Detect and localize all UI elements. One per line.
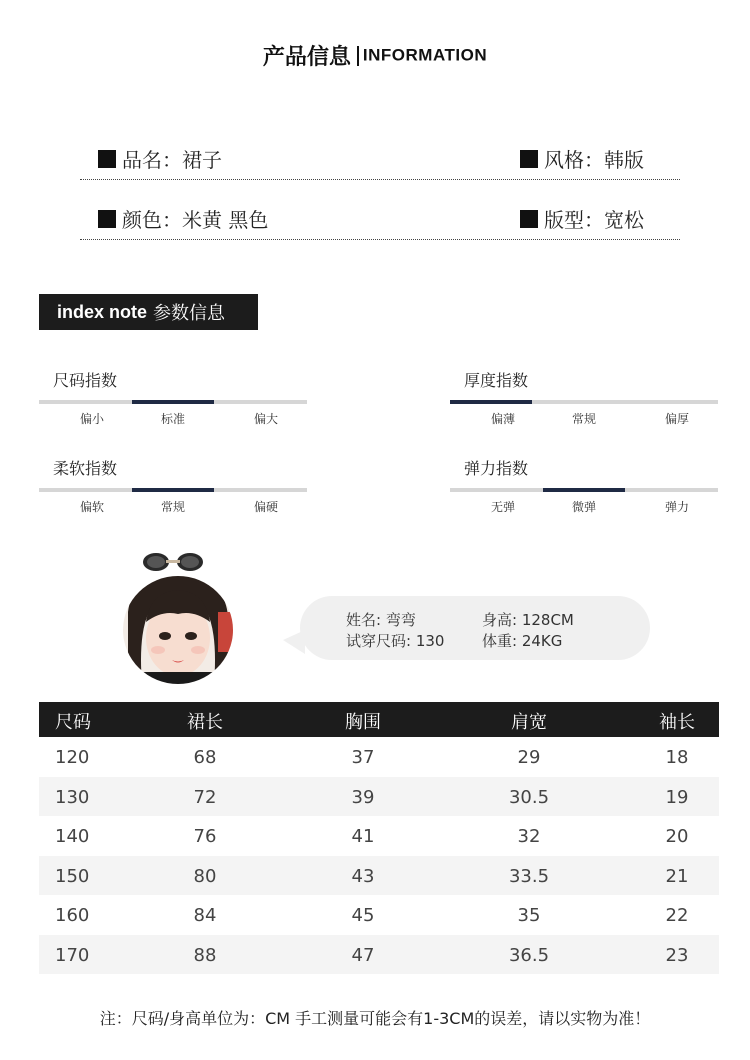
- index-segment: [450, 488, 532, 492]
- table-cell: 170: [55, 944, 90, 966]
- table-cell: 45: [351, 905, 375, 926]
- table-cell: 21: [665, 865, 689, 887]
- info-color: [98, 204, 268, 233]
- table-cell: 80: [193, 865, 217, 887]
- table-cell: 33.5: [508, 865, 550, 887]
- table-header: [39, 702, 719, 737]
- index-title: 厚度指数: [464, 371, 529, 390]
- table-row: [39, 935, 719, 975]
- info-fit: [520, 204, 644, 233]
- square-bullet-icon: [520, 210, 538, 228]
- index-option: 微弹: [571, 500, 596, 514]
- size-index: [39, 368, 307, 428]
- page-header: [0, 40, 750, 80]
- table-cell: 30.5: [508, 786, 550, 808]
- info-row-1: [80, 140, 680, 180]
- index-option: 偏软: [79, 500, 104, 514]
- index-title: 弹力指数: [464, 459, 529, 478]
- square-bullet-icon: [98, 150, 116, 168]
- table-cell: 160: [55, 905, 90, 926]
- index-option: 无弹: [490, 500, 515, 514]
- index-option: 常规: [571, 412, 596, 426]
- table-cell: 20: [665, 826, 689, 847]
- softness-index: [39, 456, 307, 516]
- measurement-note: 注：尺码/身高单位为：CM 手工测量可能会有1-3CM的误差，请以实物为准！: [99, 1009, 651, 1028]
- thickness-index: [450, 368, 718, 428]
- index-segment: [39, 400, 121, 404]
- index-option: 标准: [160, 412, 185, 426]
- header-title-cn: 产品信息: [262, 45, 351, 70]
- index-track: [39, 400, 307, 404]
- index-segment: [225, 400, 307, 404]
- table-cell: 84: [193, 905, 217, 926]
- table-cell: 23: [665, 944, 689, 966]
- model-name: 姓名: 弯弯: [346, 611, 416, 629]
- table-cell: 140: [55, 826, 90, 847]
- table-cell: 29: [517, 747, 541, 768]
- index-option: 偏小: [79, 412, 104, 426]
- table-cell: 32: [517, 826, 541, 847]
- index-segment: [543, 488, 625, 492]
- info-color-text: 颜色：米黄 黑色: [122, 208, 269, 232]
- model-weight: 体重: 24KG: [482, 632, 563, 650]
- table-row: [39, 737, 719, 777]
- section-badge: [39, 294, 258, 330]
- table-row: [39, 777, 719, 817]
- index-option: 偏厚: [664, 412, 689, 426]
- header-divider: [357, 46, 359, 66]
- section-badge-cn: 参数信息: [153, 303, 226, 324]
- table-cell: 18: [665, 747, 689, 768]
- index-option: 偏薄: [490, 412, 515, 426]
- table-cell: 130: [55, 786, 90, 808]
- model-avatar-image: [122, 552, 234, 684]
- index-option: 偏大: [253, 412, 278, 426]
- index-segment: [450, 400, 532, 404]
- info-style: [520, 144, 644, 173]
- model-size: 试穿尺码: 130: [346, 632, 445, 650]
- table-cell: 120: [55, 747, 90, 768]
- index-segment: [132, 400, 214, 404]
- header-title-en: INFORMATION: [362, 45, 488, 65]
- index-segment: [543, 400, 625, 404]
- table-cell: 36.5: [508, 944, 550, 966]
- table-row: [39, 816, 719, 856]
- table-row: [39, 856, 719, 896]
- index-segment: [636, 400, 718, 404]
- table-header-cell: 裙长: [187, 712, 223, 733]
- square-bullet-icon: [98, 210, 116, 228]
- table-row: [39, 895, 719, 935]
- square-bullet-icon: [520, 150, 538, 168]
- table-header-cell: 尺码: [55, 712, 91, 733]
- table-cell: 76: [193, 826, 217, 847]
- index-segment: [636, 488, 718, 492]
- table-header-cell: 肩宽: [511, 712, 547, 733]
- index-segment: [225, 488, 307, 492]
- index-track: [39, 488, 307, 492]
- table-cell: 72: [193, 786, 217, 808]
- elasticity-index: [450, 456, 718, 516]
- table-cell: 43: [351, 865, 375, 887]
- info-fit-text: 版型：宽松: [544, 208, 644, 232]
- table-cell: 37: [351, 747, 375, 768]
- table-cell: 68: [193, 747, 217, 768]
- index-title: 柔软指数: [53, 459, 118, 478]
- model-info-bubble: [300, 596, 650, 660]
- table-cell: 22: [665, 905, 689, 926]
- table-header-cell: 袖长: [659, 712, 695, 733]
- model-avatar: [122, 552, 234, 684]
- index-title: 尺码指数: [53, 371, 118, 390]
- table-cell: 19: [665, 786, 689, 808]
- index-option: 偏硬: [253, 500, 278, 514]
- index-option: 常规: [160, 500, 185, 514]
- index-segment: [39, 488, 121, 492]
- index-option: 弹力: [664, 500, 689, 514]
- table-cell: 88: [193, 944, 217, 966]
- table-header-cell: 胸围: [345, 712, 381, 733]
- table-cell: 150: [55, 865, 90, 887]
- index-track: [450, 488, 718, 492]
- table-cell: 41: [351, 826, 375, 847]
- index-track: [450, 400, 718, 404]
- section-badge-en: index note: [57, 301, 148, 322]
- model-height: 身高: 128CM: [482, 611, 574, 629]
- size-table: [39, 702, 719, 974]
- table-cell: 35: [517, 905, 541, 926]
- info-name-text: 品名：裙子: [122, 148, 222, 172]
- index-segment: [132, 488, 214, 492]
- info-row-2: [80, 200, 680, 240]
- table-cell: 47: [351, 944, 375, 966]
- info-style-text: 风格：韩版: [544, 148, 644, 172]
- info-name: [98, 144, 222, 173]
- table-cell: 39: [351, 786, 375, 808]
